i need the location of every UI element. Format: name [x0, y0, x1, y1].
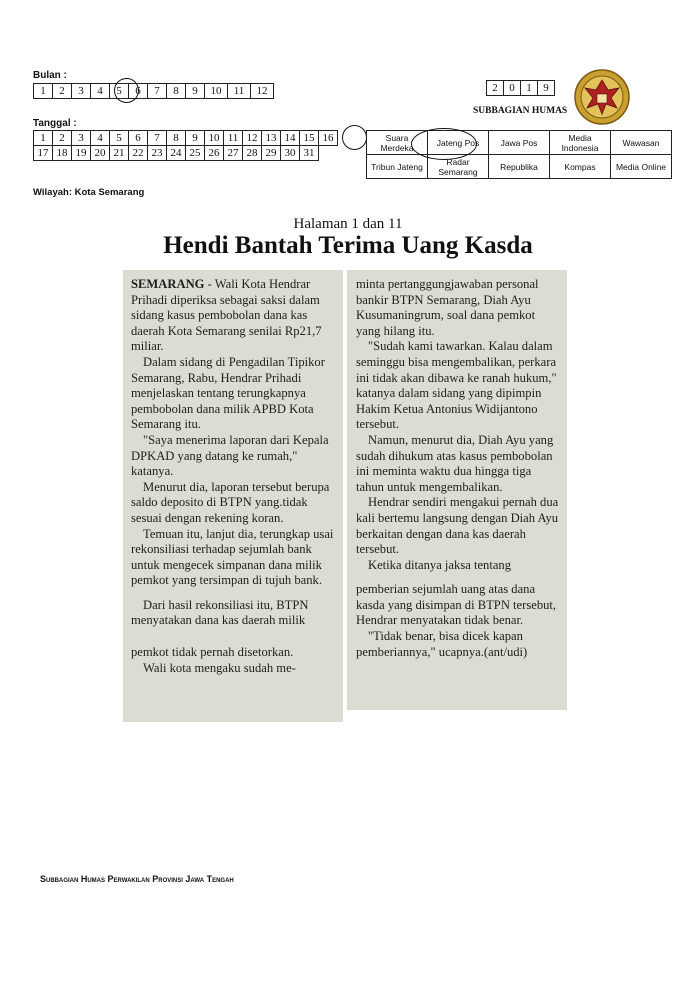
page-reference: Halaman 1 dan 11 — [293, 216, 403, 232]
month-grid — [33, 83, 274, 99]
date-cell: 14 — [281, 131, 300, 146]
date-cell: 31 — [300, 146, 319, 161]
date-cell: 29 — [262, 146, 281, 161]
date-cell: 2 — [53, 131, 72, 146]
paragraph: pemberian sejumlah uang atas dana kasda yang disimpan di BTPN tersebut, Hendrar menyatakan tidak benar. — [356, 582, 557, 628]
month-cell: 2 — [53, 84, 72, 99]
newspaper-cell: Suara Merdeka — [367, 131, 428, 155]
year-digit-cell: 9 — [538, 81, 555, 96]
month-cell: 8 — [167, 84, 186, 99]
month-cell: 11 — [228, 84, 251, 99]
newspaper-cell: Republika — [489, 155, 550, 179]
paragraph: SEMARANG - Wali Kota Hendrar Prihadi diperiksa sebagai saksi dalam sidang kasus pembobolan dana kas daerah Kota Semarang senilai Rp21,7 miliar. — [131, 277, 322, 354]
date-cell: 22 — [129, 146, 148, 161]
date-cell: 18 — [53, 146, 72, 161]
newspaper-cell: Kompas — [550, 155, 611, 179]
date-cell: 27 — [224, 146, 243, 161]
paragraph: Hendrar sendiri mengakui pernah dua kali bertemu langsung dengan Diah Ayu berkaitan dengan dana kas daerah tersebut. — [356, 495, 559, 557]
paragraph: Temuan itu, lanjut dia, terungkap usai rekonsiliasi terhadap sejumlah bank untuk mengecek simpanan dana milik pemkot yang tersimpan di tujuh bank. — [131, 526, 334, 588]
month-cell: 6 — [129, 84, 148, 99]
month-cell: 3 — [72, 84, 91, 99]
garuda-emblem — [573, 68, 631, 126]
newspaper-cell: Jateng Pos — [428, 131, 489, 155]
month-cell: 9 — [186, 84, 205, 99]
paragraph: Dalam sidang di Pengadilan Tipikor Semarang, Rabu, Hendrar Prihadi menjelaskan tentang terungkapnya pembobolan dana milik APBD Kota Semarang itu. — [131, 354, 325, 432]
date-cell: 8 — [167, 131, 186, 146]
selected-newspaper-circle — [411, 128, 477, 160]
date-cell: 3 — [72, 131, 91, 146]
date-cell: 7 — [148, 131, 167, 146]
paragraph: "Tidak benar, bisa dicek kapan pemberiannya," ucapnya.(ant/udi) — [356, 629, 528, 659]
newspaper-cell: Jawa Pos — [489, 131, 550, 155]
selected-month-circle — [114, 78, 139, 103]
date-cell: 25 — [186, 146, 205, 161]
paragraph: Wali kota mengaku sudah me- — [143, 660, 296, 675]
month-cell: 5 — [110, 84, 129, 99]
date-cell: 12 — [243, 131, 262, 146]
selected-date-circle — [342, 125, 367, 150]
article-right-column — [356, 277, 562, 660]
date-cell: 30 — [281, 146, 300, 161]
month-cell: 10 — [205, 84, 228, 99]
newspaper-cell: Media Indonesia — [550, 131, 611, 155]
paragraph: Menurut dia, laporan tersebut berupa saldo deposito di BTPN yang.tidak sesuai dengan rekening koran. — [131, 479, 330, 525]
month-cell: 12 — [251, 84, 274, 99]
date-cell: 10 — [205, 131, 224, 146]
date-cell: 4 — [91, 131, 110, 146]
bulan-label: Bulan : — [33, 70, 67, 81]
paragraph: Namun, menurut dia, Diah Ayu yang sudah dihukum atas kasus pembobolan ini meminta waktu dua hingga tiga tahun untuk mengembalikan. — [356, 432, 554, 494]
month-cell: 4 — [91, 84, 110, 99]
paragraph: "Sudah kami tawarkan. Kalau dalam seminggu bisa mengembalikan, perkara ini tidak akan dibawa ke ranah hukum," katanya dalam sidang yang dipimpin Hakim Ketua Antonius Widijantono tersebut. — [356, 339, 557, 432]
tanggal-label: Tanggal : — [33, 118, 77, 129]
date-cell: 21 — [110, 146, 129, 161]
date-cell: 20 — [91, 146, 110, 161]
newspaper-cell: Wawasan — [611, 131, 672, 155]
date-cell: 23 — [148, 146, 167, 161]
date-cell: 26 — [205, 146, 224, 161]
date-cell: 28 — [243, 146, 262, 161]
paragraph: Ketika ditanya jaksa tentang — [368, 557, 512, 572]
date-cell: 11 — [224, 131, 243, 146]
paragraph: minta pertanggungjawaban personal bankir BTPN Semarang, Diah Ayu Kusumaningrum, soal dana pemkot yang hilang itu. — [356, 277, 539, 338]
year-digit-cell: 1 — [521, 81, 538, 96]
date-cell: 15 — [300, 131, 319, 146]
date-cell: 6 — [129, 131, 148, 146]
newspaper-grid — [366, 130, 672, 179]
newspaper-cell: Media Online — [611, 155, 672, 179]
date-cell: 5 — [110, 131, 129, 146]
year-grid — [486, 80, 555, 96]
date-cell: 1 — [34, 131, 53, 146]
paragraph: Dari hasil rekonsiliasi itu, BTPN menyatakan dana kas daerah milik — [131, 597, 309, 628]
newspaper-cell: Tribun Jateng — [367, 155, 428, 179]
footer-text: Subbagian Humas Perwakilan Provinsi Jawa Tengah — [40, 874, 234, 884]
newspaper-cell: Radar Semarang — [428, 155, 489, 179]
paragraph: pemkot tidak pernah disetorkan. — [131, 645, 294, 660]
year-digit-cell: 0 — [504, 81, 521, 96]
date-cell: 16 — [319, 131, 338, 146]
month-cell: 1 — [34, 84, 53, 99]
department-label: SUBBAGIAN HUMAS — [473, 106, 568, 116]
date-cell: 19 — [72, 146, 91, 161]
article-headline: Hendi Bantah Terima Uang Kasda — [163, 232, 533, 259]
article-left-column — [131, 277, 337, 676]
paragraph: "Saya menerima laporan dari Kepala DPKAD yang datang ke rumah," katanya. — [131, 432, 329, 479]
month-cell: 7 — [148, 84, 167, 99]
date-grid — [33, 130, 338, 161]
year-digit-cell: 2 — [487, 81, 504, 96]
date-cell: 17 — [34, 146, 53, 161]
date-cell: 24 — [167, 146, 186, 161]
date-cell: 9 — [186, 131, 205, 146]
date-cell: 13 — [262, 131, 281, 146]
region-label: Wilayah: Kota Semarang — [33, 187, 145, 198]
